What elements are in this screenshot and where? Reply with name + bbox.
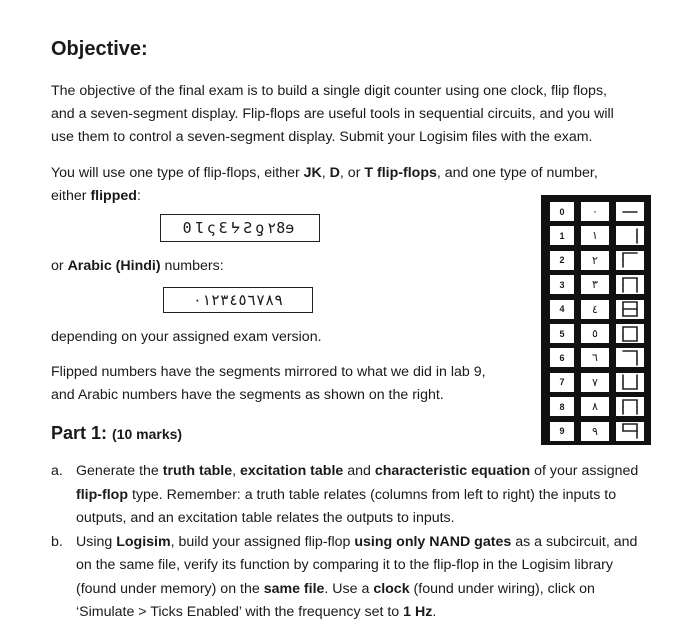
digit-row	[541, 297, 651, 320]
digit-row	[541, 223, 651, 246]
task-item-a: a. Generate the truth table, excitation table and characteristic equation of your assigned flip-flop type. Remember: a truth table relates (columns from left to right) the inputs to outputs, and an excitation table relates the outputs to inputs.	[51, 463, 639, 526]
digit-row	[541, 345, 651, 368]
digit-row	[541, 321, 651, 344]
flipped-digits-box	[160, 214, 320, 242]
latin-digit: 7	[550, 373, 574, 392]
digit-reference-table	[541, 195, 651, 445]
digit-row	[541, 272, 651, 295]
seven-segment-digit	[616, 422, 644, 441]
seven-segment-digit	[616, 300, 644, 319]
latin-digit: 8	[550, 397, 574, 416]
arabic-digit: ٢	[581, 251, 609, 270]
seven-segment-digit	[616, 324, 644, 343]
latin-digit: 5	[550, 324, 574, 343]
task-list	[51, 460, 651, 625]
latin-digit: 4	[550, 300, 574, 319]
seven-segment-digit	[616, 202, 644, 221]
arabic-digit: ٨	[581, 397, 609, 416]
digit-row	[541, 394, 651, 417]
arabic-digit: ٧	[581, 373, 609, 392]
part1-marks: (10 marks)	[112, 426, 183, 442]
arabic-digit: ٥	[581, 324, 609, 343]
arabic-digit: ٣	[581, 275, 609, 294]
digit-row	[541, 419, 651, 442]
depending-text: depending on your assigned exam version.	[51, 329, 322, 345]
objective-heading: Objective:	[51, 38, 148, 60]
seven-segment-digit	[616, 251, 644, 270]
arabic-digit: ٤	[581, 300, 609, 319]
arabic-digit: ٠	[581, 202, 609, 221]
seven-segment-digit	[616, 275, 644, 294]
arabic-digit: ١	[581, 226, 609, 245]
latin-digit: 3	[550, 275, 574, 294]
seven-segment-digit	[616, 373, 644, 392]
digit-row	[541, 199, 651, 222]
arabic-digits-box	[163, 287, 313, 313]
latin-digit: 0	[550, 202, 574, 221]
arabic-digit: ٩	[581, 422, 609, 441]
digit-row	[541, 370, 651, 393]
seven-segment-digit	[616, 348, 644, 367]
latin-digit: 1	[550, 226, 574, 245]
seven-segment-digit	[616, 226, 644, 245]
arabic-digits: ٠١٢٣٤٥٦٧٨٩	[192, 291, 284, 309]
intro-paragraph: The objective of the final exam is to build a single digit counter using one clock, flip flops, and a seven-segment display. Flip-flops are useful tools in sequential circuits, and you will use them to control a seven-segment display. Submit your Logisim files with the exam.	[51, 83, 614, 145]
latin-digit: 9	[550, 422, 574, 441]
latin-digit: 2	[550, 251, 574, 270]
seven-segment-digit	[616, 397, 644, 416]
flip-note-paragraph: Flipped numbers have the segments mirrored to what we did in lab 9, and Arabic numbers have the segments as shown on the right.	[51, 364, 486, 403]
part1-heading: Part 1: (10 marks)	[51, 423, 183, 443]
digit-row	[541, 248, 651, 271]
flipflop-type-paragraph: You will use one type of flip-flops, either JK, D, or T flip-flops, and one type of number, either flipped:	[51, 165, 598, 204]
flipped-digits: 0ƖςƐᔭƧƍ٢8ɘ	[182, 219, 298, 237]
arabic-digit: ٦	[581, 348, 609, 367]
arabic-label: or Arabic (Hindi) numbers:	[51, 258, 224, 274]
task-item-b: b. Using Logisim, build your assigned flip-flop using only NAND gates as a subcircuit, and on the same file, verify its function by comparing it to the flip-flop in the Logisim library (found under memory) on the same file. Use a clock (found under wiring), click on ‘Simulate > Ticks Enabled’ with the frequency set to 1 Hz.	[51, 533, 638, 620]
latin-digit: 6	[550, 348, 574, 367]
